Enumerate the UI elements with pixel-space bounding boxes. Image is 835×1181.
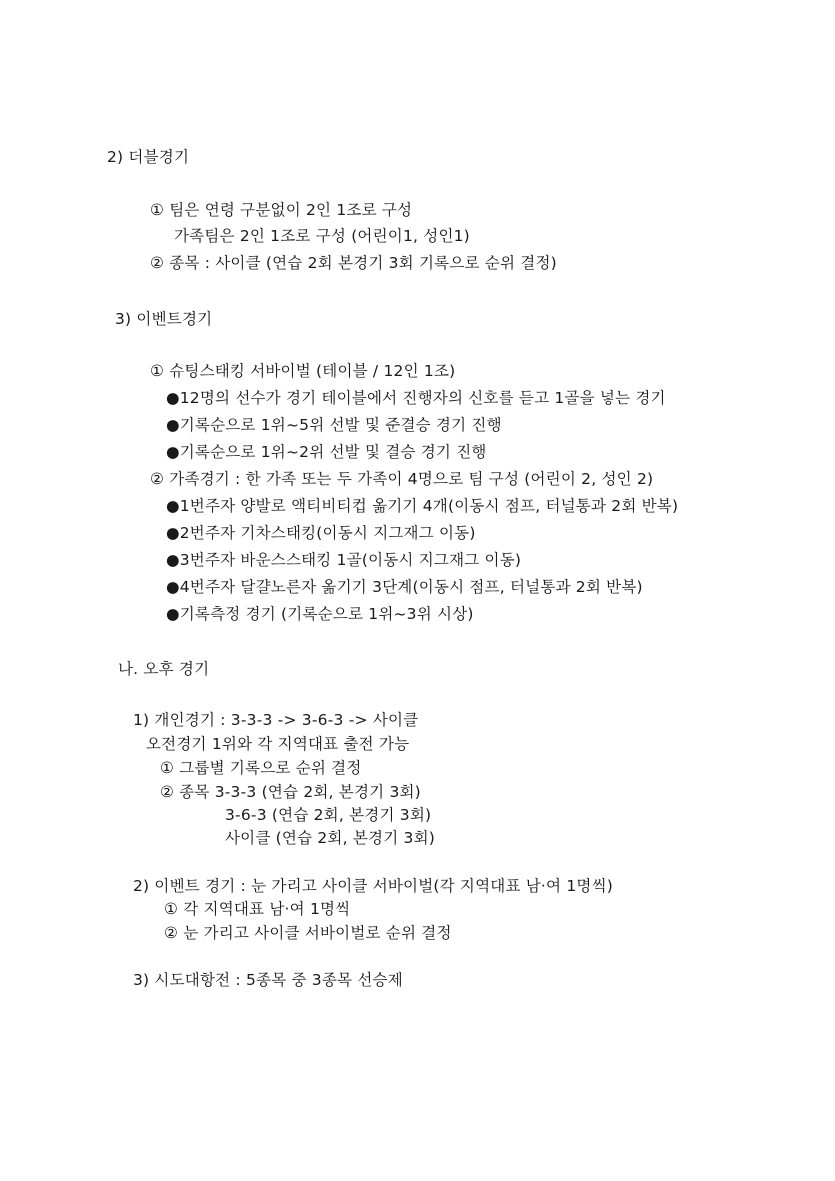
individual-game-item-1: 오전경기 1위와 각 지역대표 출전 가능 <box>146 735 410 753</box>
regional-match-heading: 3) 시도대항전 : 5종목 중 3종목 선승제 <box>133 971 403 989</box>
event-game-item-9: ●4번주자 달걀노른자 옮기기 3단계(이동시 점프, 터널통과 2회 반복) <box>166 578 643 596</box>
afternoon-event-heading: 2) 이벤트 경기 : 눈 가리고 사이클 서바이벌(각 지역대표 남·여 1명씩) <box>133 877 614 895</box>
double-game-item-2: 가족팀은 2인 1조로 구성 (어린이1, 성인1) <box>174 227 470 245</box>
event-game-item-4: ●기록순으로 1위~2위 선발 및 결승 경기 진행 <box>166 443 487 461</box>
double-game-item-1: ① 팀은 연령 구분없이 2인 1조로 구성 <box>150 201 413 219</box>
individual-game-item-4: 3-6-3 (연습 2회, 본경기 3회) <box>225 806 432 824</box>
event-game-item-10: ●기록측정 경기 (기록순으로 1위~3위 시상) <box>166 605 474 623</box>
individual-game-item-3: ② 종목 3-3-3 (연습 2회, 본경기 3회) <box>160 783 421 801</box>
event-game-item-3: ●기록순으로 1위~5위 선발 및 준결승 경기 진행 <box>166 416 502 434</box>
event-game-item-7: ●2번주자 기차스태킹(이동시 지그재그 이동) <box>166 524 476 542</box>
section-heading-afternoon: 나. 오후 경기 <box>118 660 210 678</box>
section-heading-double-game: 2) 더블경기 <box>107 148 190 166</box>
event-game-item-1: ① 슈팅스태킹 서바이벌 (테이블 / 12인 1조) <box>150 362 456 380</box>
event-game-item-2: ●12명의 선수가 경기 테이블에서 진행자의 신호를 듣고 1골을 넣는 경기 <box>166 389 666 407</box>
event-game-item-6: ●1번주자 양발로 액티비티컵 옮기기 4개(이동시 점프, 터널통과 2회 반복) <box>166 497 679 515</box>
double-game-item-3: ② 종목 : 사이클 (연습 2회 본경기 3회 기록으로 순위 결정) <box>150 254 557 272</box>
individual-game-item-5: 사이클 (연습 2회, 본경기 3회) <box>225 829 435 847</box>
individual-game-item-2: ① 그룹별 기록으로 순위 결정 <box>160 759 362 777</box>
individual-game-heading: 1) 개인경기 : 3-3-3 -> 3-6-3 -> 사이클 <box>133 711 419 729</box>
event-game-item-8: ●3번주자 바운스스태킹 1골(이동시 지그재그 이동) <box>166 551 522 569</box>
event-game-item-5: ② 가족경기 : 한 가족 또는 두 가족이 4명으로 팀 구성 (어린이 2, 성인 2) <box>150 470 654 488</box>
afternoon-event-item-1: ① 각 지역대표 남·여 1명씩 <box>164 900 351 918</box>
afternoon-event-item-2: ② 눈 가리고 사이클 서바이벌로 순위 결정 <box>164 924 452 942</box>
section-heading-event-game: 3) 이벤트경기 <box>115 310 213 328</box>
